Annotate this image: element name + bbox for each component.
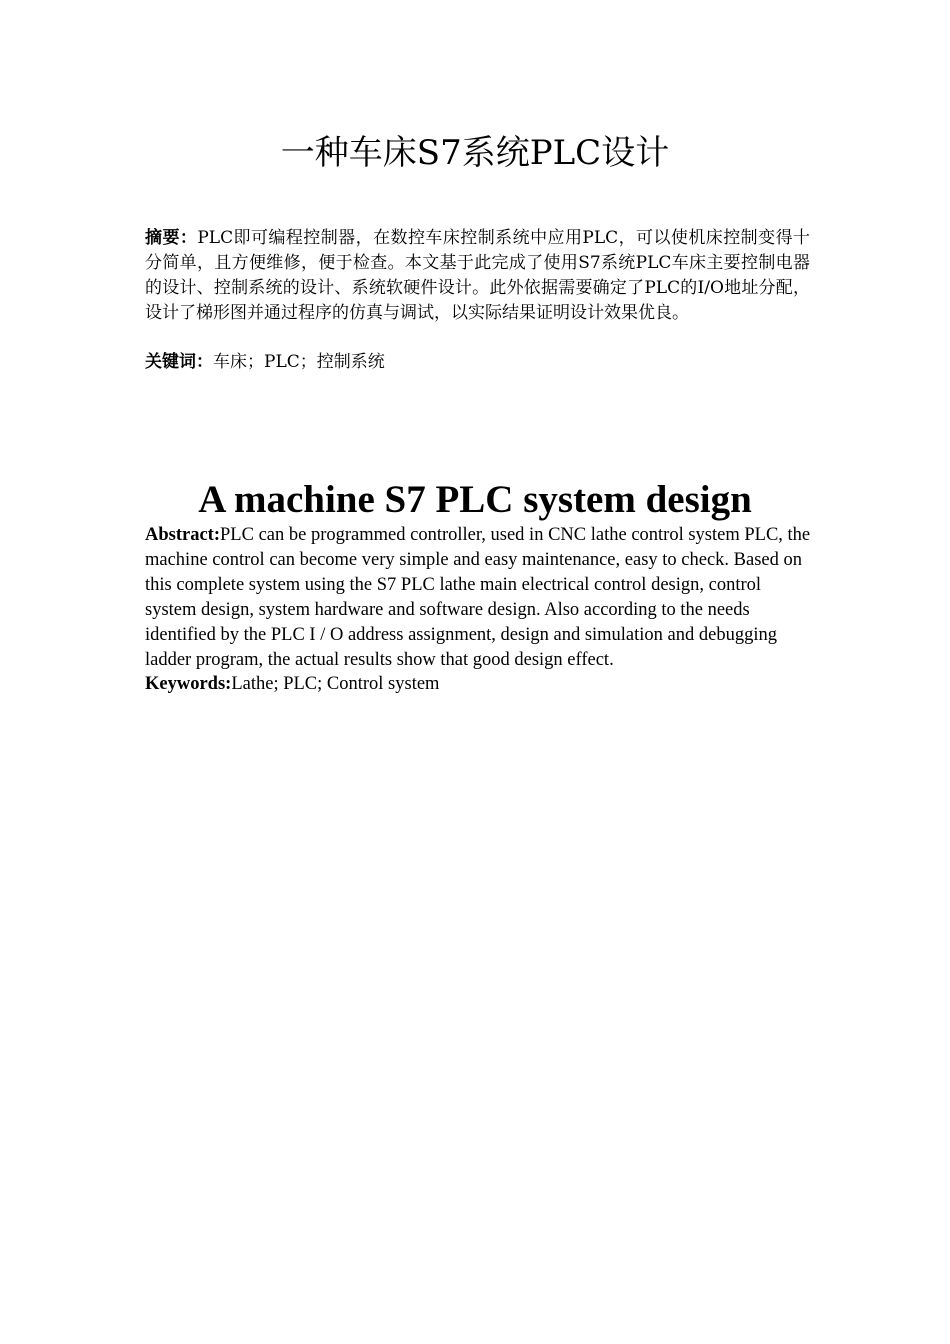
chinese-keywords-label: 关键词： [145, 352, 213, 372]
english-abstract-text: PLC can be programmed controller, used in CNC lathe control system PLC, the machine control can become very simple and easy maintenance, easy to check. Based on this complete system using the S7 PLC lathe main electrical control design, control system design, system hardware and software design. Also according to the needs identified by the PLC I / O address assignment, design and simulation and debugging ladder program, the actual results show that good design effect. [145, 525, 811, 670]
chinese-abstract [145, 226, 810, 326]
english-abstract-label: Abstract: [145, 525, 221, 545]
chinese-keywords [145, 350, 810, 375]
english-keywords-label: Keywords: [145, 674, 232, 694]
english-keywords [145, 672, 815, 697]
english-abstract [145, 523, 815, 673]
chinese-keywords-text: 车床；PLC；控制系统 [213, 352, 385, 372]
chinese-abstract-label: 摘要： [145, 228, 198, 248]
english-keywords-text: Lathe; PLC; Control system [231, 674, 440, 694]
chinese-title: 一种车床S7系统PLC设计 [280, 133, 670, 173]
chinese-abstract-text: PLC即可编程控制器，在数控车床控制系统中应用PLC，可以使机床控制变得十分简单，且方便维修，便于检查。本文基于此完成了使用S7系统PLC车床主要控制电器的设计、控制系统的设计、系统软硬件设计。此外依据需要确定了PLC的I/O地址分配，设计了梯形图并通过程序的仿真与调试，以实际结果证明设计效果优良。 [145, 228, 811, 323]
english-title: A machine S7 PLC system design [198, 478, 752, 521]
